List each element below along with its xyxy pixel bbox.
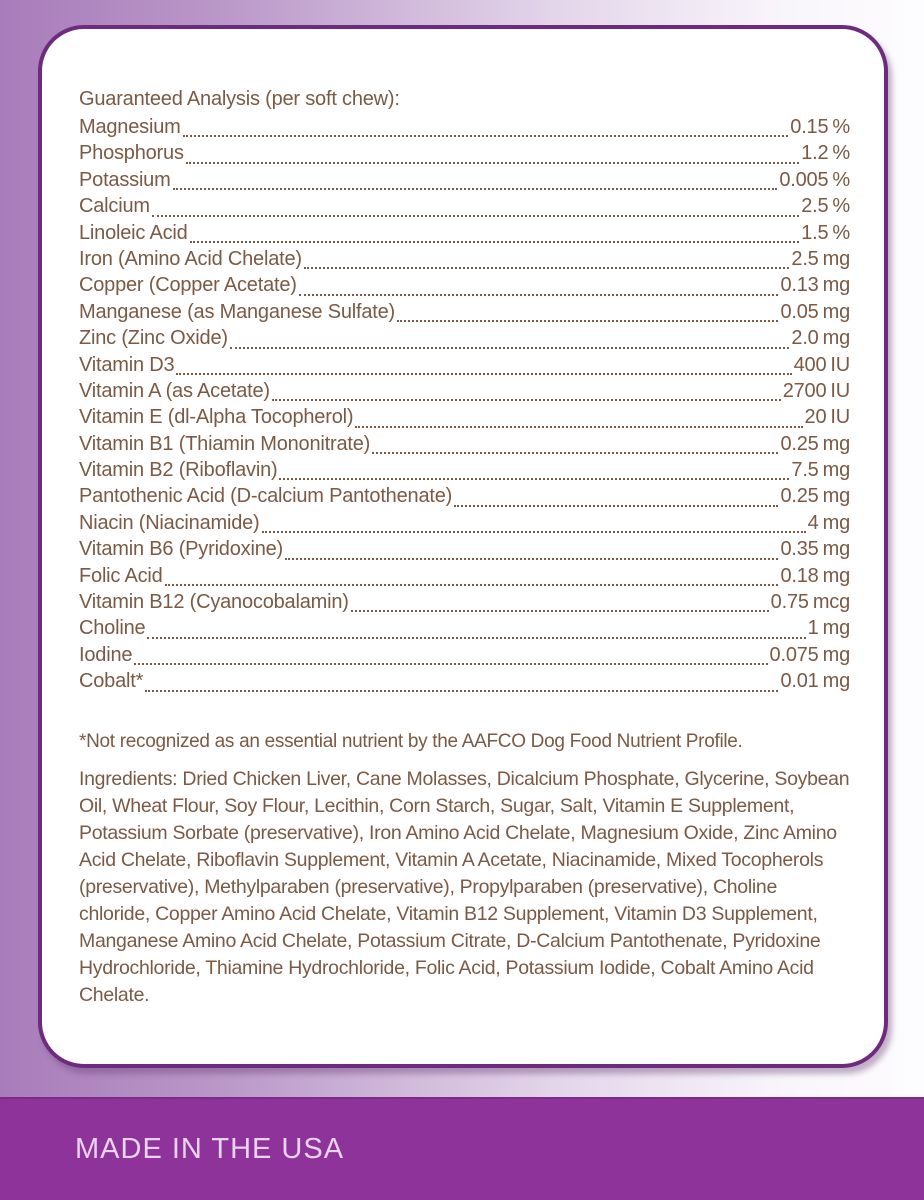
nutrient-name: Vitamin B12 (Cyanocobalamin): [79, 591, 349, 614]
nutrient-value: 0.75: [770, 591, 809, 614]
nutrient-unit: mg: [822, 511, 850, 534]
nutrient-name: Vitamin B1 (Thiamin Mononitrate): [79, 432, 371, 455]
nutrient-unit: mg: [822, 432, 850, 455]
analysis-row: [79, 565, 850, 591]
analysis-row: [79, 538, 850, 564]
nutrient-name: Copper (Copper Acetate): [79, 274, 297, 297]
nutrient-unit: mg: [822, 485, 850, 508]
dot-leader: [262, 531, 806, 533]
analysis-row: [79, 301, 850, 327]
dot-leader: [152, 215, 799, 217]
analysis-row: [79, 195, 850, 221]
label-card: [38, 25, 888, 1068]
nutrient-name: Magnesium: [79, 116, 181, 138]
nutrient-unit: IU: [830, 406, 850, 429]
nutrient-value: 0.05: [780, 300, 819, 323]
nutrient-value: 0.075: [769, 643, 819, 666]
dot-leader: [272, 399, 781, 401]
analysis-row: [79, 591, 850, 617]
nutrient-value: 0.13: [780, 274, 819, 297]
analysis-row: [79, 354, 850, 380]
nutrient-name: Iron (Amino Acid Chelate): [79, 247, 302, 270]
dot-leader: [147, 637, 805, 639]
nutrient-name: Calcium: [79, 195, 150, 218]
nutrient-value: 2700: [782, 379, 827, 402]
dot-leader: [190, 241, 800, 243]
dot-leader: [351, 610, 769, 612]
analysis-row: [79, 222, 850, 248]
dot-leader: [173, 188, 778, 190]
analysis-row: [79, 380, 850, 406]
nutrient-unit: mg: [822, 617, 850, 640]
nutrient-unit: %: [832, 221, 850, 244]
analysis-row: [79, 169, 850, 195]
nutrient-name: Cobalt*: [79, 670, 144, 693]
nutrient-value: 400: [793, 353, 827, 376]
nutrient-unit: mg: [822, 274, 850, 297]
dot-leader: [176, 373, 791, 375]
nutrient-unit: %: [832, 116, 850, 138]
nutrient-unit: %: [832, 168, 850, 191]
analysis-row: [79, 116, 850, 142]
guaranteed-analysis-heading: Guaranteed Analysis (per soft chew):: [79, 88, 400, 110]
nutrient-name: Choline: [79, 617, 146, 640]
nutrient-unit: IU: [830, 379, 850, 402]
analysis-row: [79, 459, 850, 485]
analysis-row: [79, 512, 850, 538]
nutrient-value: 20: [804, 406, 827, 429]
nutrient-unit: mg: [822, 459, 850, 482]
nutrient-value: 1.5: [801, 221, 829, 244]
nutrient-unit: IU: [830, 353, 850, 376]
nutrient-name: Pantothenic Acid (D-calcium Pantothenate): [79, 485, 453, 508]
nutrient-unit: mg: [822, 247, 850, 270]
dot-leader: [134, 663, 767, 665]
nutrient-value: 0.18: [780, 564, 819, 587]
nutrient-unit: mg: [822, 670, 850, 693]
made-in-usa-text: MADE IN THE USA: [75, 1133, 345, 1165]
nutrient-name: Iodine: [79, 643, 133, 666]
nutrient-value: 0.35: [780, 538, 819, 561]
nutrient-name: Vitamin B6 (Pyridoxine): [79, 538, 284, 561]
dot-leader: [186, 162, 799, 164]
nutrient-value: 2.0: [791, 327, 819, 350]
nutrient-name: Vitamin D3: [79, 353, 175, 376]
nutrient-name: Vitamin A (as Acetate): [79, 379, 270, 402]
nutrient-name: Linoleic Acid: [79, 221, 188, 244]
ingredients-paragraph: Ingredients: Dried Chicken Liver, Cane Molasses, Dicalcium Phosphate, Glycerine, Soybean Oil, Wheat Flour, Soy Flour, Lecithin, Corn Starch, Sugar, Salt, Vitamin E Supplement, Potassium Sorbate (preservative), Iron Amino Acid Chelate, Magnesium Oxide, Zinc Amino Acid Chelate, Riboflavin Supplement, Vitamin A Acetate, Niacinamide, Mixed Tocopherols (preservative), Methylparaben (preservative), Propylparaben (preservative), Choline chloride, Copper Amino Acid Chelate, Vitamin B12 Supplement, Vitamin D3 Supplement, Manganese Amino Acid Chelate, Potassium Citrate, D-Calcium Pantothenate, Pyridoxine Hydrochloride, Thiamine Hydrochloride, Folic Acid, Potassium Iodide, Cobalt Amino Acid Chelate.: [79, 767, 850, 1006]
nutrient-value: 4: [807, 511, 819, 534]
nutrient-name: Potassium: [79, 168, 171, 191]
nutrient-value: 0.25: [780, 432, 819, 455]
nutrient-name: Vitamin B2 (Riboflavin): [79, 459, 278, 482]
dot-leader: [372, 452, 778, 454]
dot-leader: [183, 135, 789, 137]
analysis-row: [79, 248, 850, 274]
nutrient-name: Zinc (Zinc Oxide): [79, 327, 228, 350]
dot-leader: [299, 294, 779, 296]
nutrient-unit: mg: [822, 538, 850, 561]
nutrient-value: 1: [807, 617, 819, 640]
analysis-row: [79, 142, 850, 168]
nutrient-name: Vitamin E (dl-Alpha Tocopherol): [79, 406, 354, 429]
nutrient-name: Phosphorus: [79, 142, 184, 165]
dot-leader: [355, 426, 802, 428]
nutrient-unit: mg: [822, 643, 850, 666]
nutrient-name: Niacin (Niacinamide): [79, 511, 260, 534]
analysis-row: [79, 485, 850, 511]
nutrient-name: Manganese (as Manganese Sulfate): [79, 300, 396, 323]
dot-leader: [230, 347, 790, 349]
nutrient-value: 2.5: [801, 195, 829, 218]
nutrient-name: Folic Acid: [79, 564, 163, 587]
nutrient-value: 2.5: [791, 247, 819, 270]
nutrient-unit: mg: [822, 564, 850, 587]
nutrient-value: 0.15: [790, 116, 829, 138]
analysis-row: [79, 327, 850, 353]
analysis-row: [79, 617, 850, 643]
nutrient-unit: mg: [822, 327, 850, 350]
dot-leader: [145, 690, 778, 692]
nutrient-value: 0.005: [779, 168, 829, 191]
analysis-row: [79, 670, 850, 696]
analysis-row: [79, 274, 850, 300]
nutrient-unit: %: [832, 195, 850, 218]
analysis-row: [79, 644, 850, 670]
nutrient-value: 0.01: [780, 670, 819, 693]
dot-leader: [397, 320, 778, 322]
nutrient-value: 0.25: [780, 485, 819, 508]
dot-leader: [304, 267, 790, 269]
made-in-usa-band: [0, 1097, 924, 1200]
nutrient-unit: mg: [822, 300, 850, 323]
dot-leader: [165, 584, 779, 586]
dot-leader: [285, 558, 778, 560]
analysis-row: [79, 433, 850, 459]
dot-leader: [279, 478, 789, 480]
analysis-row: [79, 406, 850, 432]
dot-leader: [454, 505, 778, 507]
nutrient-unit: %: [832, 142, 850, 165]
analysis-list: [79, 116, 850, 697]
aafco-footnote: *Not recognized as an essential nutrient by the AAFCO Dog Food Nutrient Profile.: [79, 730, 743, 752]
nutrient-value: 1.2: [801, 142, 829, 165]
nutrient-unit: mcg: [812, 591, 850, 614]
nutrient-value: 7.5: [791, 459, 819, 482]
